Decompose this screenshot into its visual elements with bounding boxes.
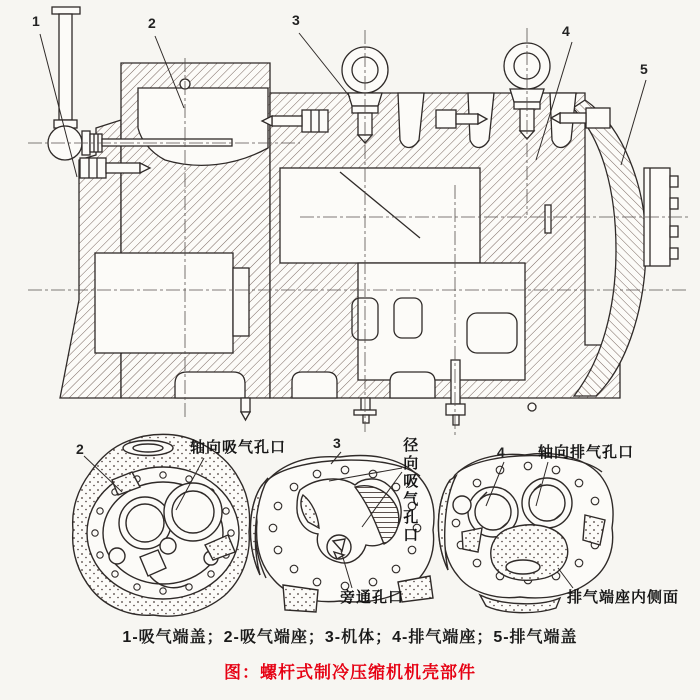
part-number-1: 1	[32, 13, 40, 29]
label-axial-discharge-port: 轴向排气孔口	[538, 444, 635, 461]
parts-legend: 1-吸气端盖；2-吸气端座；3-机体；4-排气端座；5-排气端盖	[122, 629, 578, 646]
suction-end-seat-view	[73, 434, 250, 616]
cross-section-view	[28, 7, 688, 438]
view-number-suction-seat: 2	[76, 441, 84, 457]
view-number-discharge-seat: 4	[497, 444, 505, 460]
part-number-2: 2	[148, 15, 156, 31]
figure-caption: 图：螺杆式制冷压缩机机壳部件	[224, 663, 476, 682]
label-discharge-seat-inner-face: 排气端座内侧面	[567, 589, 680, 606]
label-radial-suction-port: 径向吸气孔口	[401, 437, 419, 545]
part-number-4: 4	[562, 23, 570, 39]
part-number-5: 5	[640, 61, 648, 77]
view-number-body: 3	[333, 435, 341, 451]
label-bypass-port: 旁通孔口	[340, 589, 405, 606]
part-number-3: 3	[292, 12, 300, 28]
label-axial-suction-port: 轴向吸气孔口	[190, 439, 287, 456]
